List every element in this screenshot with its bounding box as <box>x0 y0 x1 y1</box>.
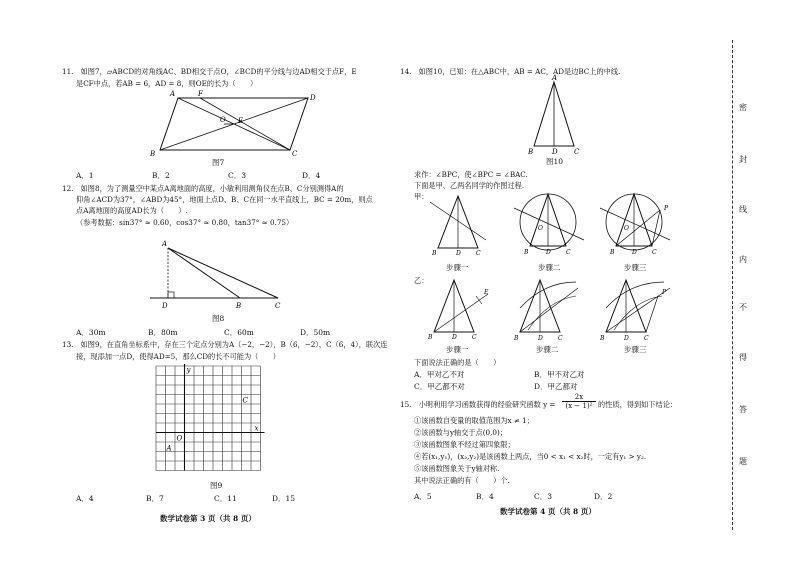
q13-line2: 接，现添加一点D，使得AD=5，那么CD的长不可能为（ ） <box>76 352 280 361</box>
q12-line3: 点A离地面的高度AD长为（ ）. <box>76 206 188 215</box>
q14-line3: 下面是甲、乙两名同学的作图过程. <box>414 181 525 190</box>
yi-step2-figure <box>514 274 590 342</box>
fig7-label-A: A <box>170 90 176 98</box>
fig7-label-E: E <box>238 117 244 125</box>
yi1-label-C: C <box>472 334 477 341</box>
jia-step2-figure <box>510 186 590 258</box>
q14-line2: 求作：∠BPC，使∠BPC = ∠BAC. <box>414 170 528 179</box>
parallelogram-figure-7 <box>140 88 316 158</box>
fig7-label-F: F <box>198 90 203 98</box>
q15-denominator: (x − 1)² <box>565 402 593 410</box>
jia-step3-caption: 步骤三 <box>624 263 647 272</box>
yi1-label-B: B <box>428 334 433 341</box>
yi2-label-C: C <box>558 335 563 342</box>
q13-option-a: A．4 <box>76 494 94 503</box>
q12-option-d: D．50m <box>300 328 331 337</box>
fig10-label-D: D <box>552 148 558 156</box>
jia-step1-caption: 步骤一 <box>446 263 469 272</box>
jia2-label-B: B <box>524 249 529 256</box>
q15-item-4: ④若(x₁,y₁)，(x₂,y₂)是该函数上两点，当0 < x₁ < x₂时，一定有y₁ > y₂. <box>414 452 647 461</box>
q15-numerator: 2x <box>562 393 596 402</box>
fig7-label-B: B <box>150 150 156 158</box>
seal-char-1: 密 <box>739 103 747 112</box>
fig10-caption: 图10 <box>546 157 564 166</box>
seal-char-6: 得 <box>739 353 747 362</box>
q15-option-a: A．5 <box>414 492 432 501</box>
fig9-label-x: x <box>254 424 259 433</box>
jia1-label-B: B <box>432 250 437 257</box>
q15-item-2: ②该函数与y轴交于点(0,0)； <box>414 428 507 437</box>
jia1-label-C: C <box>476 250 481 257</box>
q13-option-c: C．11 <box>214 494 237 503</box>
fig8-label-B: B <box>236 302 242 310</box>
yi-step1-figure <box>428 276 498 342</box>
jia-step2-caption: 步骤二 <box>538 263 561 272</box>
q13-option-b: B．7 <box>146 494 164 503</box>
jia2-label-O: O <box>538 225 543 232</box>
q11-line2: 是CF中点，若AB = 6，AD = 8，则OE的长为（ ） <box>76 79 258 88</box>
jia3-label-P: P <box>664 205 669 212</box>
fig10-label-B: B <box>528 148 534 156</box>
q15-option-d: D．2 <box>594 492 613 501</box>
fig9-label-O: O <box>176 434 183 443</box>
yi-step2-caption: 步骤二 <box>536 345 559 354</box>
yi3-label-C: C <box>644 335 649 342</box>
fig7-label-O: O <box>220 116 226 124</box>
jia3-label-D: D <box>632 249 637 256</box>
q11-line1: 11. 如图7，▱ABCD的对角线AC、BD相交于点O，∠BCD的平分线与边AD相交于点F，E <box>62 67 357 76</box>
yi1-label-D: D <box>452 334 457 341</box>
q12-line1: 12. 如图8，为了测量空中某点A离地面的高度，小敏利用测角仪在点B、C分别测得A的 <box>62 184 344 193</box>
fig10-label-A: A <box>552 74 558 82</box>
seal-char-4: 内 <box>739 255 747 264</box>
q14-option-d: D．甲乙都对 <box>534 382 578 391</box>
footer-right: 数学试卷第 4 页（共 8 页） <box>500 507 596 516</box>
q14-option-a: A．甲对乙不对 <box>414 370 465 379</box>
q12-line4: （参考数据：sin37° ≈ 0.60，cos37° ≈ 0.80，tan37° ≈ 0.75） <box>76 218 294 227</box>
q14-option-c: C．甲乙都不对 <box>414 382 465 391</box>
fig9-caption: 图9 <box>210 481 223 490</box>
jia3-label-C: C <box>652 249 657 256</box>
fig9-label-A: A <box>166 444 172 453</box>
yi2-label-B: B <box>514 335 519 342</box>
jia2-label-C: C <box>566 249 571 256</box>
q11-option-a: A．1 <box>76 171 94 180</box>
q15-item-3: ③该函数图象不经过第四象限； <box>414 440 515 449</box>
jia1-label-D: D <box>456 250 461 257</box>
q15-item-1: ①该函数自变量的取值范围为x ≠ 1； <box>414 416 534 425</box>
triangle-figure-10 <box>528 76 588 154</box>
q12-line2: 仰角∠ACD为37°，∠ABD为45°，地面上点D、B、C在同一水平直线上，BC = 20m，则点 <box>76 195 373 204</box>
footer-left: 数学试卷第 3 页（共 8 页） <box>160 514 256 523</box>
fig8-label-A: A <box>162 240 168 248</box>
q15-question: 其中说法正确的有（ ）个. <box>414 476 510 485</box>
q14-jia-label: 甲： <box>414 192 429 201</box>
fig8-label-C: C <box>275 302 281 310</box>
coordinate-grid-figure-9 <box>152 364 272 474</box>
yi3-label-P: P <box>662 289 667 296</box>
yi-step1-caption: 步骤一 <box>446 345 469 354</box>
fig7-label-D: D <box>310 94 316 102</box>
fig9-label-y: y <box>186 366 191 374</box>
yi3-label-B: B <box>600 335 605 342</box>
yi3-label-D: D <box>624 335 629 342</box>
q14-question: 下面说法正确的是（ ） <box>414 358 501 367</box>
jia-step1-figure <box>430 192 490 256</box>
q13-option-d: D．15 <box>272 494 296 503</box>
fig7-caption: 图7 <box>212 158 225 167</box>
seal-dashed-line <box>732 40 733 530</box>
q14-option-b: B．甲不对乙对 <box>534 370 585 379</box>
q15-option-b: B．4 <box>476 492 494 501</box>
q12-option-a: A．30m <box>76 328 106 337</box>
jia3-label-O: O <box>624 225 629 232</box>
q15-item-5: ⑤该函数图象关于y轴对称. <box>414 464 500 473</box>
seal-char-7: 答 <box>739 405 747 414</box>
q15-option-c: C．3 <box>534 492 553 501</box>
q15-line1b: 的性质，得到如下结论： <box>598 400 678 409</box>
fig9-label-C: C <box>242 396 248 405</box>
fig10-label-C: C <box>574 148 580 156</box>
q12-option-b: B．80m <box>148 328 178 337</box>
q14-line1: 14. 如图10，已知：在△ABC中，AB = AC，AD是边BC上的中线. <box>400 67 621 76</box>
q11-option-d: D．4 <box>302 171 321 180</box>
yi-step3-caption: 步骤三 <box>624 345 647 354</box>
q15-fraction <box>562 393 596 410</box>
triangle-figure-8 <box>150 240 290 310</box>
seal-char-8: 题 <box>739 457 747 466</box>
seal-char-3: 线 <box>739 205 747 214</box>
seal-char-5: 不 <box>739 303 747 312</box>
q15-line1: 15. 小明利用学习函数获得的经验研究函数 y = <box>400 400 556 409</box>
jia2-label-D: D <box>546 249 551 256</box>
yi1-label-E: E <box>484 289 489 296</box>
fig8-label-D: D <box>162 302 168 310</box>
q12-option-c: C．60m <box>224 328 254 337</box>
q11-option-c: C．3 <box>228 171 247 180</box>
q13-line1: 13. 如图9，在直角坐标系中，存在三个定点分别为A（−2，−2），B（6，−2），C（6，4），联次连 <box>62 340 388 349</box>
jia3-label-B: B <box>610 249 615 256</box>
fig8-caption: 图8 <box>212 314 225 323</box>
yi2-label-D: D <box>538 335 543 342</box>
q14-yi-label: 乙： <box>414 276 429 285</box>
q11-option-b: B．2 <box>152 171 170 180</box>
fig7-label-C: C <box>292 150 298 158</box>
jia-step3-figure <box>596 186 676 258</box>
seal-char-2: 封 <box>739 155 747 164</box>
yi-step3-figure <box>600 274 680 342</box>
